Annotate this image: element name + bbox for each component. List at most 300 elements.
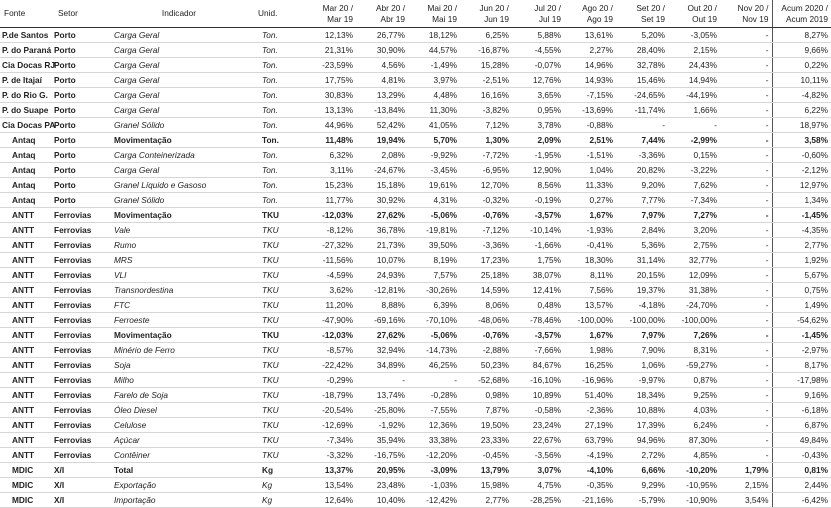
indicador-cell: VLI	[106, 268, 254, 283]
acum-cell: -1,45%	[772, 208, 831, 223]
acum-cell: 0,75%	[772, 283, 831, 298]
setor-cell: Ferrovias	[54, 433, 106, 448]
value-cell: 15,98%	[460, 478, 512, 493]
acum-cell: -6,42%	[772, 493, 831, 508]
fonte-cell: ANTT	[0, 448, 54, 463]
header-acum: Acum 2020 / Acum 2019	[772, 0, 831, 28]
setor-cell: Ferrovias	[54, 358, 106, 373]
value-cell: 8,11%	[564, 268, 616, 283]
value-cell: -23,59%	[304, 58, 356, 73]
setor-cell: Ferrovias	[54, 283, 106, 298]
fonte-cell: Cia Docas RJ	[0, 58, 54, 73]
value-cell: 30,92%	[356, 193, 408, 208]
value-cell: -	[356, 373, 408, 388]
value-cell: 13,61%	[564, 28, 616, 43]
fonte-cell: ANTT	[0, 238, 54, 253]
value-cell: -0,41%	[564, 238, 616, 253]
value-cell: -24,65%	[616, 88, 668, 103]
value-cell: -7,55%	[408, 403, 460, 418]
value-cell: -	[720, 418, 772, 433]
value-cell: -16,96%	[564, 373, 616, 388]
value-cell: -7,66%	[512, 343, 564, 358]
value-cell: 12,41%	[512, 283, 564, 298]
setor-cell: Porto	[54, 178, 106, 193]
indicador-cell: Granel Líquido e Gasoso	[106, 178, 254, 193]
unid-cell: Ton.	[254, 163, 304, 178]
table-row	[0, 73, 831, 88]
value-cell: -	[720, 358, 772, 373]
value-cell: 24,93%	[356, 268, 408, 283]
value-cell: 13,79%	[460, 463, 512, 478]
value-cell: -14,73%	[408, 343, 460, 358]
value-cell: -3,36%	[460, 238, 512, 253]
value-cell: -2,88%	[460, 343, 512, 358]
acum-cell: 9,16%	[772, 388, 831, 403]
value-cell: -	[408, 373, 460, 388]
value-cell: 6,66%	[616, 463, 668, 478]
table-row	[0, 103, 831, 118]
value-cell: -10,20%	[668, 463, 720, 478]
value-cell: -5,06%	[408, 328, 460, 343]
value-cell: 84,67%	[512, 358, 564, 373]
acum-cell: 8,27%	[772, 28, 831, 43]
setor-cell: Porto	[54, 28, 106, 43]
value-cell: -3,45%	[408, 163, 460, 178]
unid-cell: TKU	[254, 253, 304, 268]
value-cell: -0,76%	[460, 208, 512, 223]
value-cell: -2,99%	[668, 133, 720, 148]
setor-cell: X/I	[54, 478, 106, 493]
unid-cell: Ton.	[254, 148, 304, 163]
value-cell: -	[720, 133, 772, 148]
table-row	[0, 178, 831, 193]
value-cell: 87,30%	[668, 433, 720, 448]
value-cell: -	[720, 328, 772, 343]
value-cell: 7,26%	[668, 328, 720, 343]
indicador-cell: Movimentação	[106, 328, 254, 343]
value-cell: 14,59%	[460, 283, 512, 298]
fonte-cell: ANTT	[0, 328, 54, 343]
value-cell: 8,88%	[356, 298, 408, 313]
value-cell: 0,27%	[564, 193, 616, 208]
value-cell: -3,32%	[304, 448, 356, 463]
unid-cell: TKU	[254, 373, 304, 388]
value-cell: 2,27%	[564, 43, 616, 58]
value-cell: -7,15%	[564, 88, 616, 103]
setor-cell: Ferrovias	[54, 298, 106, 313]
unid-cell: TKU	[254, 298, 304, 313]
value-cell: 3,62%	[304, 283, 356, 298]
value-cell: 19,50%	[460, 418, 512, 433]
value-cell: -	[720, 343, 772, 358]
acum-cell: 9,66%	[772, 43, 831, 58]
table-row	[0, 163, 831, 178]
setor-cell: Ferrovias	[54, 388, 106, 403]
fonte-cell: MDIC	[0, 463, 54, 478]
unid-cell: TKU	[254, 208, 304, 223]
value-cell: 16,25%	[564, 358, 616, 373]
value-cell: 12,13%	[304, 28, 356, 43]
header-month: Mar 20 / Mar 19	[304, 0, 356, 28]
unid-cell: Ton.	[254, 43, 304, 58]
fonte-cell: Antaq	[0, 133, 54, 148]
fonte-cell: ANTT	[0, 223, 54, 238]
value-cell: 4,48%	[408, 88, 460, 103]
fonte-cell: Antaq	[0, 148, 54, 163]
value-cell: -3,36%	[616, 148, 668, 163]
setor-cell: Ferrovias	[54, 208, 106, 223]
table-row	[0, 118, 831, 133]
table-row	[0, 313, 831, 328]
acum-cell: 12,97%	[772, 178, 831, 193]
indicador-cell: Ferroeste	[106, 313, 254, 328]
fonte-cell: ANTT	[0, 418, 54, 433]
fonte-cell: ANTT	[0, 268, 54, 283]
value-cell: 7,62%	[668, 178, 720, 193]
indicador-cell: Óleo Diesel	[106, 403, 254, 418]
value-cell: -	[720, 298, 772, 313]
acum-cell: -6,18%	[772, 403, 831, 418]
unid-cell: TKU	[254, 328, 304, 343]
value-cell: -20,54%	[304, 403, 356, 418]
value-cell: -11,56%	[304, 253, 356, 268]
value-cell: 12,70%	[460, 178, 512, 193]
value-cell: -	[720, 58, 772, 73]
value-cell: -0,07%	[512, 58, 564, 73]
header-month: Set 20 / Set 19	[616, 0, 668, 28]
fonte-cell: Antaq	[0, 163, 54, 178]
value-cell: -44,19%	[668, 88, 720, 103]
value-cell: -4,55%	[512, 43, 564, 58]
acum-cell: 18,97%	[772, 118, 831, 133]
value-cell: -	[720, 148, 772, 163]
value-cell: 13,54%	[304, 478, 356, 493]
value-cell: -9,97%	[616, 373, 668, 388]
table-row	[0, 433, 831, 448]
value-cell: 2,72%	[616, 448, 668, 463]
unid-cell: Ton.	[254, 28, 304, 43]
unid-cell: Ton.	[254, 88, 304, 103]
table-row	[0, 328, 831, 343]
value-cell: -1,03%	[408, 478, 460, 493]
value-cell: -	[720, 163, 772, 178]
unid-cell: TKU	[254, 268, 304, 283]
acum-cell: 3,58%	[772, 133, 831, 148]
value-cell: 15,23%	[304, 178, 356, 193]
value-cell: 10,40%	[356, 493, 408, 508]
value-cell: -0,19%	[512, 193, 564, 208]
acum-cell: 0,81%	[772, 463, 831, 478]
fonte-cell: ANTT	[0, 253, 54, 268]
value-cell: -12,42%	[408, 493, 460, 508]
value-cell: 13,37%	[304, 463, 356, 478]
value-cell: 2,84%	[616, 223, 668, 238]
value-cell: 4,81%	[356, 73, 408, 88]
value-cell: 13,57%	[564, 298, 616, 313]
value-cell: -4,10%	[564, 463, 616, 478]
value-cell: -28,25%	[512, 493, 564, 508]
value-cell: 0,15%	[668, 148, 720, 163]
indicador-cell: Soja	[106, 358, 254, 373]
unid-cell: Kg	[254, 463, 304, 478]
value-cell: 22,67%	[512, 433, 564, 448]
table-row	[0, 448, 831, 463]
value-cell: -0,28%	[408, 388, 460, 403]
value-cell: 5,20%	[616, 28, 668, 43]
value-cell: -48,06%	[460, 313, 512, 328]
value-cell: 10,88%	[616, 403, 668, 418]
unid-cell: TKU	[254, 403, 304, 418]
header-month: Jul 20 / Jul 19	[512, 0, 564, 28]
value-cell: 5,70%	[408, 133, 460, 148]
value-cell: -1,66%	[512, 238, 564, 253]
value-cell: 0,95%	[512, 103, 564, 118]
value-cell: 15,18%	[356, 178, 408, 193]
value-cell: 17,39%	[616, 418, 668, 433]
value-cell: 32,77%	[668, 253, 720, 268]
value-cell: -12,81%	[356, 283, 408, 298]
value-cell: -100,00%	[668, 313, 720, 328]
value-cell: -12,03%	[304, 208, 356, 223]
setor-cell: Porto	[54, 73, 106, 88]
value-cell: 2,15%	[668, 43, 720, 58]
unid-cell: Ton.	[254, 73, 304, 88]
value-cell: -16,87%	[460, 43, 512, 58]
value-cell: 2,77%	[460, 493, 512, 508]
unid-cell: Kg	[254, 493, 304, 508]
setor-cell: Ferrovias	[54, 418, 106, 433]
indicador-cell: Total	[106, 463, 254, 478]
value-cell: 36,78%	[356, 223, 408, 238]
value-cell: -	[720, 73, 772, 88]
value-cell: -12,03%	[304, 328, 356, 343]
indicador-cell: Granel Sólido	[106, 193, 254, 208]
value-cell: -2,36%	[564, 403, 616, 418]
setor-cell: Ferrovias	[54, 238, 106, 253]
value-cell: 63,79%	[564, 433, 616, 448]
value-cell: 1,06%	[616, 358, 668, 373]
value-cell: 23,48%	[356, 478, 408, 493]
value-cell: -3,05%	[668, 28, 720, 43]
indicador-cell: Carga Geral	[106, 58, 254, 73]
unid-cell: TKU	[254, 433, 304, 448]
value-cell: 5,88%	[512, 28, 564, 43]
fonte-cell: P. do Rio G.	[0, 88, 54, 103]
value-cell: 94,96%	[616, 433, 668, 448]
value-cell: 6,32%	[304, 148, 356, 163]
value-cell: -27,32%	[304, 238, 356, 253]
value-cell: -8,57%	[304, 343, 356, 358]
value-cell: -52,68%	[460, 373, 512, 388]
value-cell: 11,20%	[304, 298, 356, 313]
setor-cell: Ferrovias	[54, 373, 106, 388]
acum-cell: 6,87%	[772, 418, 831, 433]
indicador-cell: Movimentação	[106, 133, 254, 148]
fonte-cell: ANTT	[0, 298, 54, 313]
fonte-cell: Cia Docas PA	[0, 118, 54, 133]
value-cell: 17,75%	[304, 73, 356, 88]
unid-cell: TKU	[254, 223, 304, 238]
value-cell: -	[720, 403, 772, 418]
fonte-cell: MDIC	[0, 478, 54, 493]
fonte-cell: ANTT	[0, 433, 54, 448]
value-cell: -1,92%	[356, 418, 408, 433]
table-row	[0, 268, 831, 283]
value-cell: -24,70%	[668, 298, 720, 313]
value-cell: 12,09%	[668, 268, 720, 283]
value-cell: -0,32%	[460, 193, 512, 208]
indicador-cell: Carga Geral	[106, 43, 254, 58]
value-cell: -18,79%	[304, 388, 356, 403]
value-cell: 30,90%	[356, 43, 408, 58]
value-cell: 18,30%	[564, 253, 616, 268]
fonte-cell: MDIC	[0, 493, 54, 508]
value-cell: 8,06%	[460, 298, 512, 313]
value-cell: 3,07%	[512, 463, 564, 478]
value-cell: 4,85%	[668, 448, 720, 463]
fonte-cell: P. de Itajaí	[0, 73, 54, 88]
value-cell: -5,06%	[408, 208, 460, 223]
value-cell: 14,96%	[564, 58, 616, 73]
setor-cell: Porto	[54, 163, 106, 178]
table-row	[0, 463, 831, 478]
indicador-cell: Carga Geral	[106, 88, 254, 103]
value-cell: -19,81%	[408, 223, 460, 238]
value-cell: 13,29%	[356, 88, 408, 103]
value-cell: 18,34%	[616, 388, 668, 403]
acum-cell: 1,92%	[772, 253, 831, 268]
header-row	[0, 0, 831, 28]
table-row	[0, 133, 831, 148]
table-body	[0, 28, 831, 508]
value-cell: 9,29%	[616, 478, 668, 493]
value-cell: 15,28%	[460, 58, 512, 73]
value-cell: -12,20%	[408, 448, 460, 463]
value-cell: -10,95%	[668, 478, 720, 493]
value-cell: 20,82%	[616, 163, 668, 178]
header-indicador: Indicador	[106, 0, 254, 28]
value-cell: -0,58%	[512, 403, 564, 418]
value-cell: 3,54%	[720, 493, 772, 508]
value-cell: -22,42%	[304, 358, 356, 373]
indicador-cell: Carga Geral	[106, 163, 254, 178]
value-cell: 10,07%	[356, 253, 408, 268]
value-cell: 1,75%	[512, 253, 564, 268]
unid-cell: Ton.	[254, 133, 304, 148]
value-cell: -47,90%	[304, 313, 356, 328]
value-cell: -25,80%	[356, 403, 408, 418]
value-cell: 6,25%	[460, 28, 512, 43]
value-cell: 7,97%	[616, 328, 668, 343]
value-cell: -78,46%	[512, 313, 564, 328]
value-cell: -	[720, 433, 772, 448]
value-cell: 52,42%	[356, 118, 408, 133]
table-row	[0, 388, 831, 403]
value-cell: 19,94%	[356, 133, 408, 148]
value-cell: 11,77%	[304, 193, 356, 208]
value-cell: 30,83%	[304, 88, 356, 103]
value-cell: -100,00%	[616, 313, 668, 328]
setor-cell: Porto	[54, 193, 106, 208]
value-cell: 6,24%	[668, 418, 720, 433]
fonte-cell: ANTT	[0, 283, 54, 298]
table-row	[0, 238, 831, 253]
value-cell: -10,14%	[512, 223, 564, 238]
value-cell: 31,38%	[668, 283, 720, 298]
table-row	[0, 253, 831, 268]
value-cell: -6,95%	[460, 163, 512, 178]
value-cell: -	[720, 253, 772, 268]
table-row	[0, 223, 831, 238]
value-cell: 8,31%	[668, 343, 720, 358]
value-cell: -24,67%	[356, 163, 408, 178]
value-cell: 1,67%	[564, 328, 616, 343]
value-cell: -	[720, 88, 772, 103]
acum-cell: 0,22%	[772, 58, 831, 73]
setor-cell: Ferrovias	[54, 328, 106, 343]
setor-cell: Porto	[54, 58, 106, 73]
indicador-cell: Farelo de Soja	[106, 388, 254, 403]
table-row	[0, 298, 831, 313]
acum-cell: -2,97%	[772, 343, 831, 358]
setor-cell: Ferrovias	[54, 253, 106, 268]
value-cell: 20,95%	[356, 463, 408, 478]
value-cell: 12,90%	[512, 163, 564, 178]
value-cell: -10,90%	[668, 493, 720, 508]
value-cell: -	[720, 448, 772, 463]
indicador-cell: Carga Conteinerizada	[106, 148, 254, 163]
value-cell: 46,25%	[408, 358, 460, 373]
value-cell: 10,89%	[512, 388, 564, 403]
value-cell: 26,77%	[356, 28, 408, 43]
value-cell: -	[720, 238, 772, 253]
value-cell: -	[616, 118, 668, 133]
indicador-cell: Transnordestina	[106, 283, 254, 298]
value-cell: 19,61%	[408, 178, 460, 193]
unid-cell: Ton.	[254, 58, 304, 73]
fonte-cell: P.de Santos	[0, 28, 54, 43]
value-cell: -3,57%	[512, 208, 564, 223]
indicador-cell: Exportação	[106, 478, 254, 493]
unid-cell: Kg	[254, 478, 304, 493]
value-cell: -	[720, 388, 772, 403]
value-cell: 1,04%	[564, 163, 616, 178]
value-cell: -16,10%	[512, 373, 564, 388]
value-cell: -7,34%	[668, 193, 720, 208]
value-cell: -70,10%	[408, 313, 460, 328]
header-setor: Setor	[54, 0, 106, 28]
value-cell: 51,40%	[564, 388, 616, 403]
value-cell: -1,93%	[564, 223, 616, 238]
unid-cell: TKU	[254, 358, 304, 373]
acum-cell: -0,60%	[772, 148, 831, 163]
indicador-cell: Contêiner	[106, 448, 254, 463]
value-cell: -	[720, 118, 772, 133]
value-cell: 3,97%	[408, 73, 460, 88]
value-cell: 3,11%	[304, 163, 356, 178]
header-month: Mai 20 / Mai 19	[408, 0, 460, 28]
fonte-cell: ANTT	[0, 358, 54, 373]
fonte-cell: Antaq	[0, 178, 54, 193]
indicador-cell: Rumo	[106, 238, 254, 253]
value-cell: 27,62%	[356, 208, 408, 223]
acum-cell: 5,67%	[772, 268, 831, 283]
value-cell: 8,19%	[408, 253, 460, 268]
setor-cell: Porto	[54, 88, 106, 103]
value-cell: 12,76%	[512, 73, 564, 88]
acum-cell: -4,82%	[772, 88, 831, 103]
acum-cell: -0,43%	[772, 448, 831, 463]
